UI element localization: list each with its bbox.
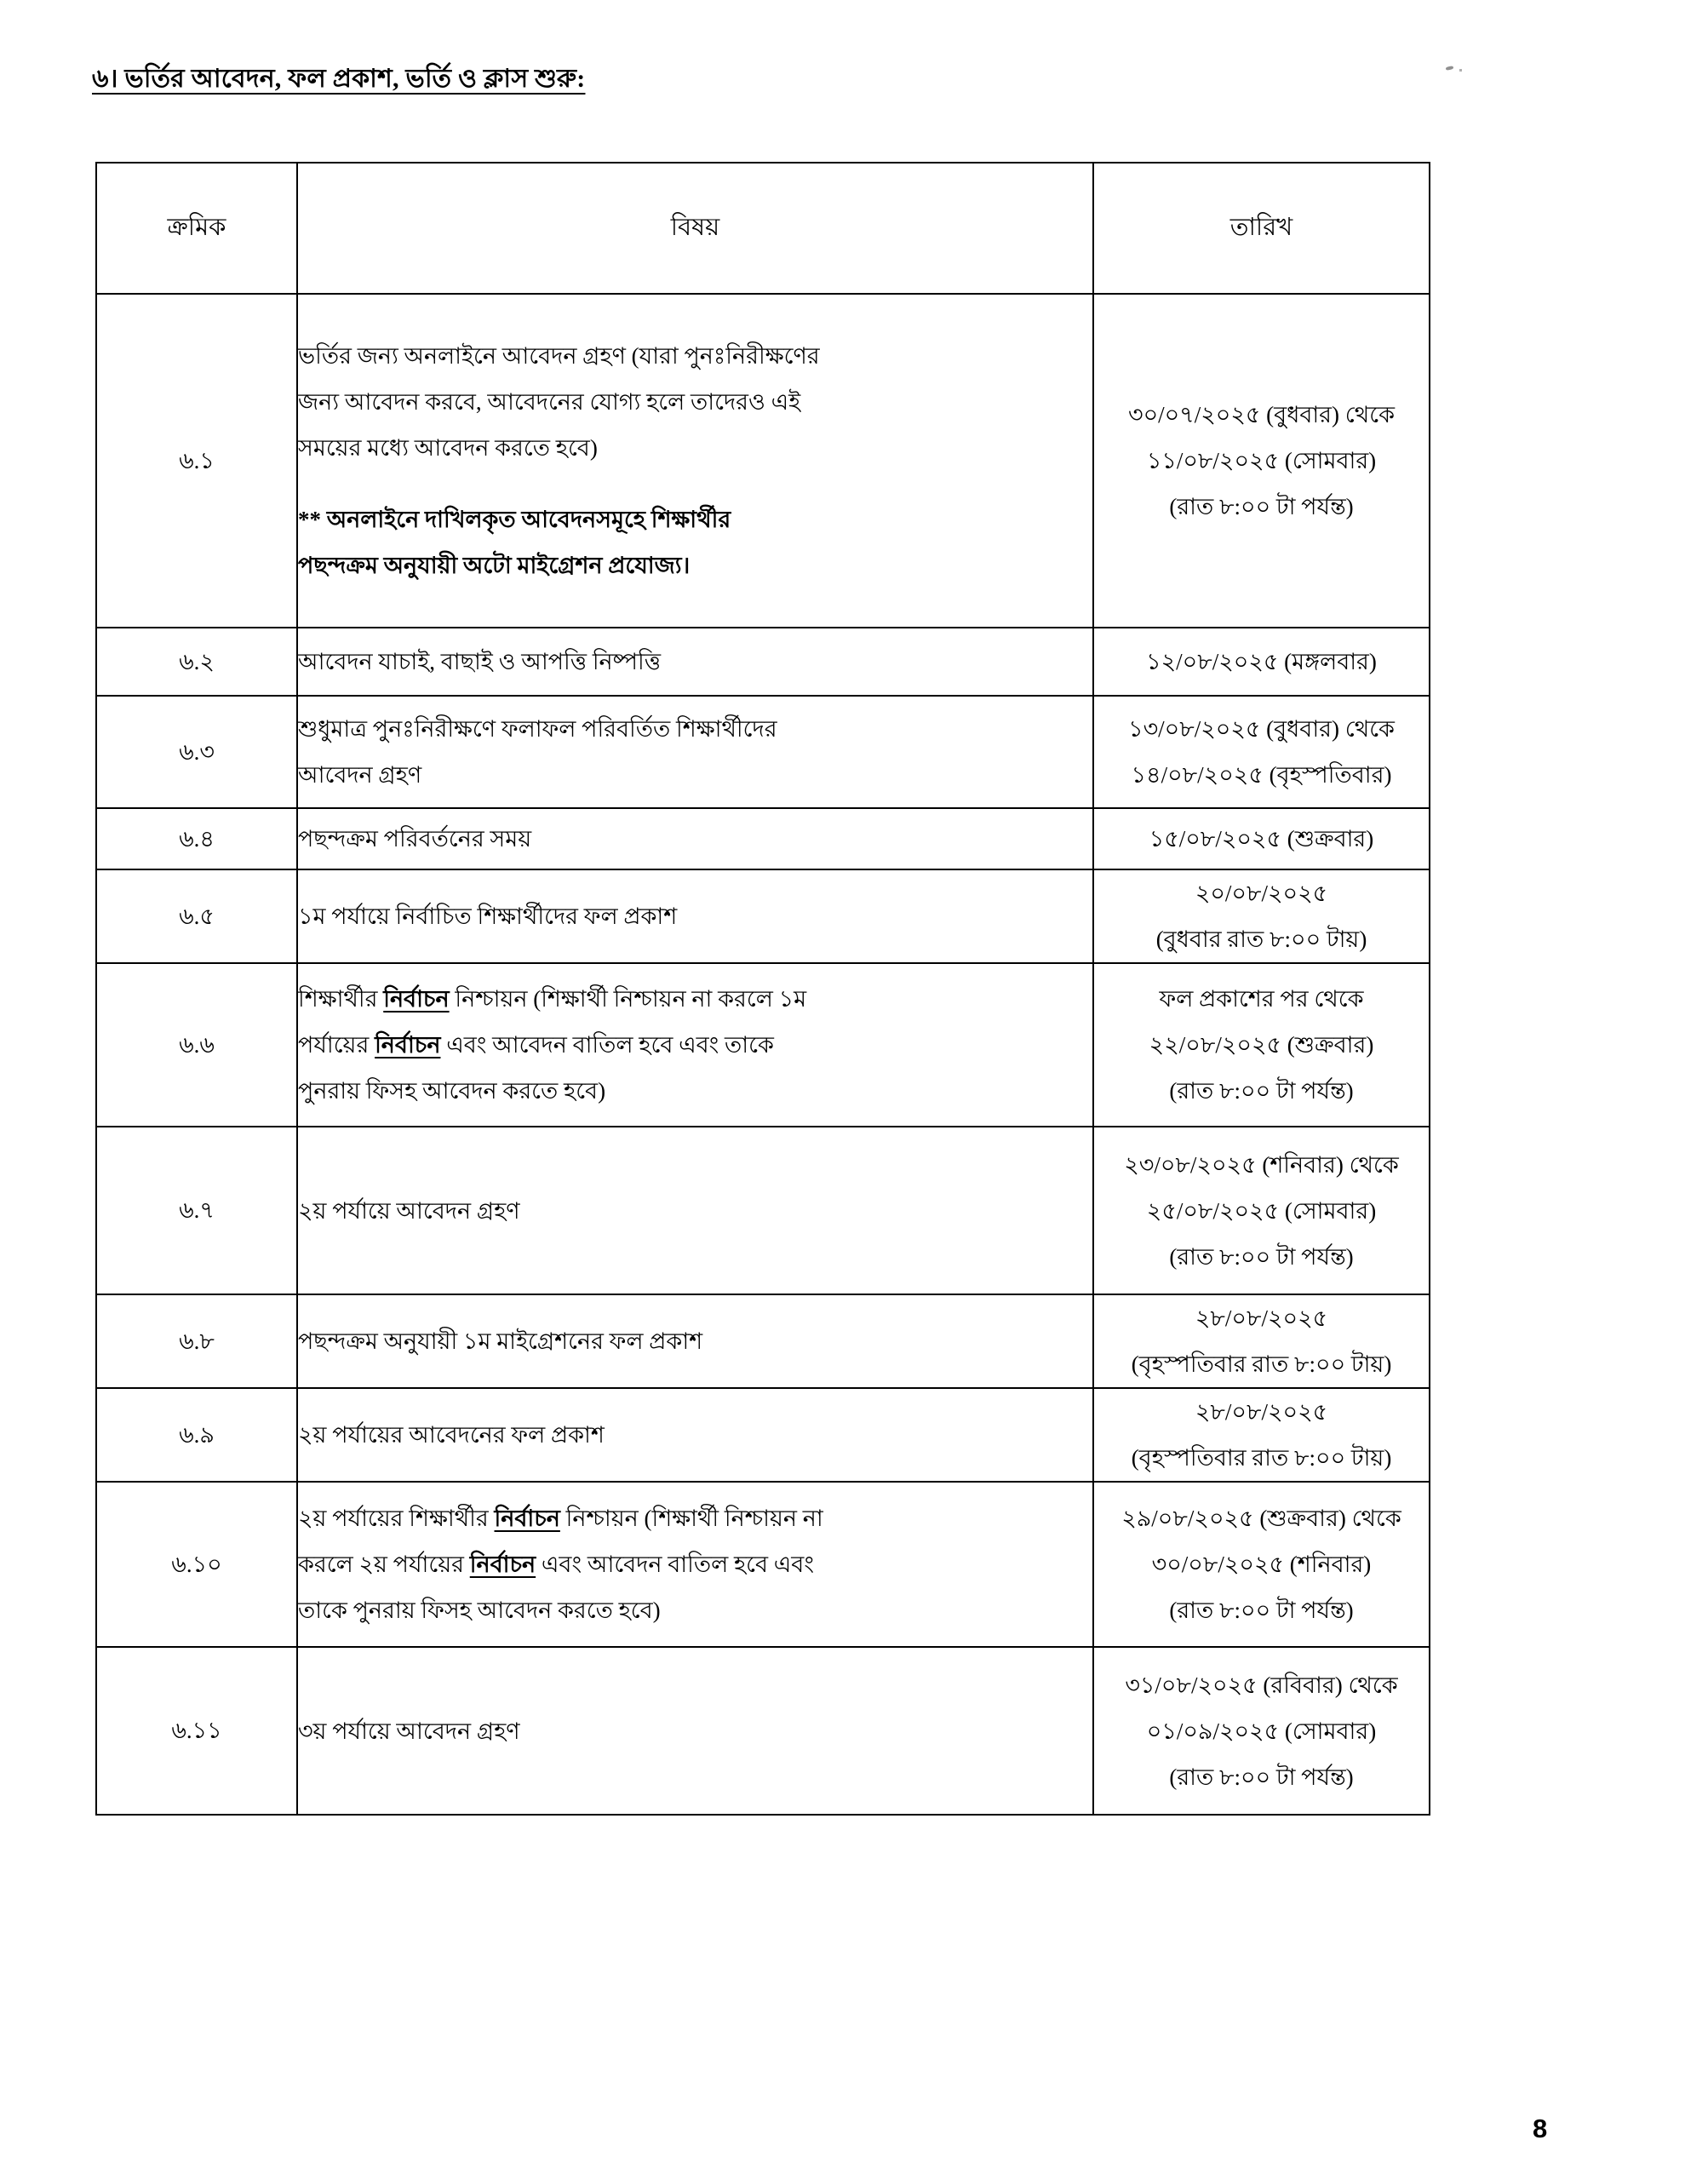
row-subject [297, 1127, 1093, 1294]
date-line: (রাত ৮:০০ টা পর্যন্ত) [1169, 1243, 1354, 1270]
subject-line [298, 976, 1092, 1022]
row-serial: ৬.২ [96, 628, 297, 696]
table-header-row [96, 163, 1430, 294]
date-line: ১১/০৮/২০২৫ (সোমবার) [1146, 448, 1377, 473]
date-line: ১২/০৮/২০২৫ (মঙ্গলবার) [1146, 649, 1377, 674]
subject-text: নিশ্চায়ন (শিক্ষার্থী নিশ্চায়ন না করলে ১ম [449, 986, 807, 1012]
table-row [96, 1127, 1430, 1294]
date-line: ২৯/০৮/২০২৫ (শুক্রবার) থেকে [1121, 1506, 1401, 1531]
subject-line [298, 1587, 1092, 1633]
page-number: 8 [1533, 2114, 1548, 2143]
date-line: ২৮/০৮/২০২৫ [1195, 1399, 1328, 1425]
subject-text: করলে ২য় পর্যায়ের [298, 1552, 470, 1577]
subject-line: ভর্তির জন্য অনলাইনে আবেদন গ্রহণ (যারা পুনঃনিরীক্ষণের [298, 343, 820, 369]
subject-line: ২য় পর্যায়ের আবেদনের ফল প্রকাশ [298, 1422, 605, 1448]
row-subject [297, 1294, 1093, 1388]
subject-text: এবং আবেদন বাতিল হবে এবং তাকে [440, 1032, 774, 1058]
row-subject [297, 1482, 1093, 1647]
subject-line [298, 1068, 1092, 1114]
row-date [1093, 1388, 1430, 1482]
subject-line: পছন্দক্রম পরিবর্তনের সময় [298, 826, 532, 852]
subject-line: সময়ের মধ্যে আবেদন করতে হবে) [298, 435, 598, 461]
subject-line: আবেদন গ্রহণ [298, 762, 422, 788]
row-date [1093, 869, 1430, 963]
row-serial: ৬.৪ [96, 808, 297, 869]
date-line: ৩০/০৮/২০২৫ (শনিবার) [1151, 1552, 1372, 1577]
subject-line: ১ম পর্যায়ে নির্বাচিত শিক্ষার্থীদের ফল প্রকাশ [298, 904, 678, 929]
table-row [96, 1294, 1430, 1388]
subject-line [298, 1022, 1092, 1068]
subject-line [298, 1541, 1092, 1587]
row-subject [297, 963, 1093, 1127]
page-title: ৬। ভর্তির আবেদন, ফল প্রকাশ, ভর্তি ও ক্লাস শুরু: [92, 65, 586, 93]
row-serial: ৬.৮ [96, 1294, 297, 1388]
subject-line: আবেদন যাচাই, বাছাই ও আপত্তি নিষ্পত্তি [298, 649, 662, 674]
row-serial: ৬.১১ [96, 1647, 297, 1815]
date-line: ১৩/০৮/২০২৫ (বুধবার) থেকে [1128, 716, 1395, 742]
row-date [1093, 1127, 1430, 1294]
row-serial: ৬.৯ [96, 1388, 297, 1482]
table-row [96, 628, 1430, 696]
subject-note [298, 496, 1092, 588]
subject-line: পছন্দক্রম অনুযায়ী ১ম মাইগ্রেশনের ফল প্রকাশ [298, 1328, 703, 1354]
subject-line: শুধুমাত্র পুনঃনিরীক্ষণে ফলাফল পরিবর্তিত শিক্ষার্থীদের [298, 716, 777, 742]
table-row [96, 1482, 1430, 1647]
column-header-subject: বিষয় [297, 163, 1093, 294]
date-line: ২৮/০৮/২০২৫ [1195, 1305, 1328, 1331]
subject-text: শিক্ষার্থীর [298, 986, 384, 1012]
scan-artifact [1446, 66, 1454, 71]
table-row [96, 1647, 1430, 1815]
row-serial: ৬.৭ [96, 1127, 297, 1294]
date-line: (বৃহস্পতিবার রাত ৮:০০ টায়) [1131, 1351, 1392, 1377]
table-row [96, 808, 1430, 869]
date-line: ৩১/০৮/২০২৫ (রবিবার) থেকে [1125, 1672, 1398, 1698]
date-line: ফল প্রকাশের পর থেকে [1159, 986, 1364, 1012]
row-serial: ৬.১০ [96, 1482, 297, 1647]
emphasised-term: নির্বাচন [383, 986, 450, 1012]
table-row [96, 294, 1430, 628]
row-serial: ৬.৩ [96, 696, 297, 808]
row-serial: ৬.১ [96, 294, 297, 628]
admission-schedule-table [95, 162, 1430, 1816]
subject-text: পর্যায়ের [298, 1032, 375, 1058]
table-row [96, 1388, 1430, 1482]
row-date [1093, 963, 1430, 1127]
row-subject [297, 696, 1093, 808]
row-date [1093, 1647, 1430, 1815]
date-line: ২৩/০৮/২০২৫ (শনিবার) থেকে [1124, 1151, 1399, 1178]
table-row [96, 869, 1430, 963]
table-row [96, 963, 1430, 1127]
date-line: (বুধবার রাত ৮:০০ টায়) [1155, 926, 1367, 952]
scan-artifact-dot [1459, 69, 1462, 72]
date-line: ৩০/০৭/২০২৫ (বুধবার) থেকে [1128, 402, 1395, 427]
row-date [1093, 808, 1430, 869]
row-subject [297, 294, 1093, 628]
subject-text: তাকে পুনরায় ফিসহ আবেদন করতে হবে) [298, 1598, 661, 1623]
subject-text: এবং আবেদন বাতিল হবে এবং [536, 1552, 814, 1577]
table-body [96, 294, 1430, 1815]
date-line: ২০/০৮/২০২৫ [1195, 881, 1328, 906]
note-line: পছন্দক্রম অনুযায়ী অটো মাইগ্রেশন প্রযোজ্য। [298, 553, 691, 578]
column-header-date: তারিখ [1093, 163, 1430, 294]
row-date [1093, 294, 1430, 628]
date-line: ০১/০৯/২০২৫ (সোমবার) [1146, 1718, 1377, 1744]
row-date [1093, 696, 1430, 808]
subject-text: নিশ্চায়ন (শিক্ষার্থী নিশ্চায়ন না [559, 1506, 823, 1531]
date-line: ১৪/০৮/২০২৫ (বৃহস্পতিবার) [1131, 762, 1392, 788]
emphasised-term: নির্বাচন [469, 1552, 536, 1577]
note-line: ** অনলাইনে দাখিলকৃত আবেদনসমূহে শিক্ষার্থীর [298, 507, 731, 532]
subject-line [298, 1495, 1092, 1541]
row-serial: ৬.৫ [96, 869, 297, 963]
row-serial: ৬.৬ [96, 963, 297, 1127]
subject-line: ২য় পর্যায়ে আবেদন গ্রহণ [298, 1197, 520, 1224]
subject-text: পুনরায় ফিসহ আবেদন করতে হবে) [298, 1078, 606, 1104]
emphasised-term: নির্বাচন [494, 1506, 560, 1531]
subject-line: জন্য আবেদন করবে, আবেদনের যোগ্য হলে তাদেরও এই [298, 389, 801, 415]
date-line: (রাত ৮:০০ টা পর্যন্ত) [1169, 1598, 1354, 1623]
row-subject [297, 869, 1093, 963]
row-subject [297, 1388, 1093, 1482]
date-line: ২৫/০৮/২০২৫ (সোমবার) [1146, 1197, 1377, 1224]
row-date [1093, 1294, 1430, 1388]
row-date [1093, 628, 1430, 696]
row-subject [297, 808, 1093, 869]
row-subject [297, 628, 1093, 696]
subject-text: ২য় পর্যায়ের শিক্ষার্থীর [298, 1506, 495, 1531]
date-line: (বৃহস্পতিবার রাত ৮:০০ টায়) [1131, 1445, 1392, 1471]
date-line: (রাত ৮:০০ টা পর্যন্ত) [1169, 1078, 1354, 1104]
date-line: ১৫/০৮/২০২৫ (শুক্রবার) [1149, 826, 1374, 852]
date-line: (রাত ৮:০০ টা পর্যন্ত) [1169, 1764, 1354, 1790]
emphasised-term: নির্বাচন [375, 1032, 441, 1058]
row-date [1093, 1482, 1430, 1647]
row-subject [297, 1647, 1093, 1815]
date-line: ২২/০৮/২০২৫ (শুক্রবার) [1149, 1032, 1374, 1058]
date-line: (রাত ৮:০০ টা পর্যন্ত) [1169, 494, 1354, 519]
column-header-serial: ক্রমিক [96, 163, 297, 294]
table-row [96, 696, 1430, 808]
subject-line: ৩য় পর্যায়ে আবেদন গ্রহণ [298, 1718, 520, 1744]
